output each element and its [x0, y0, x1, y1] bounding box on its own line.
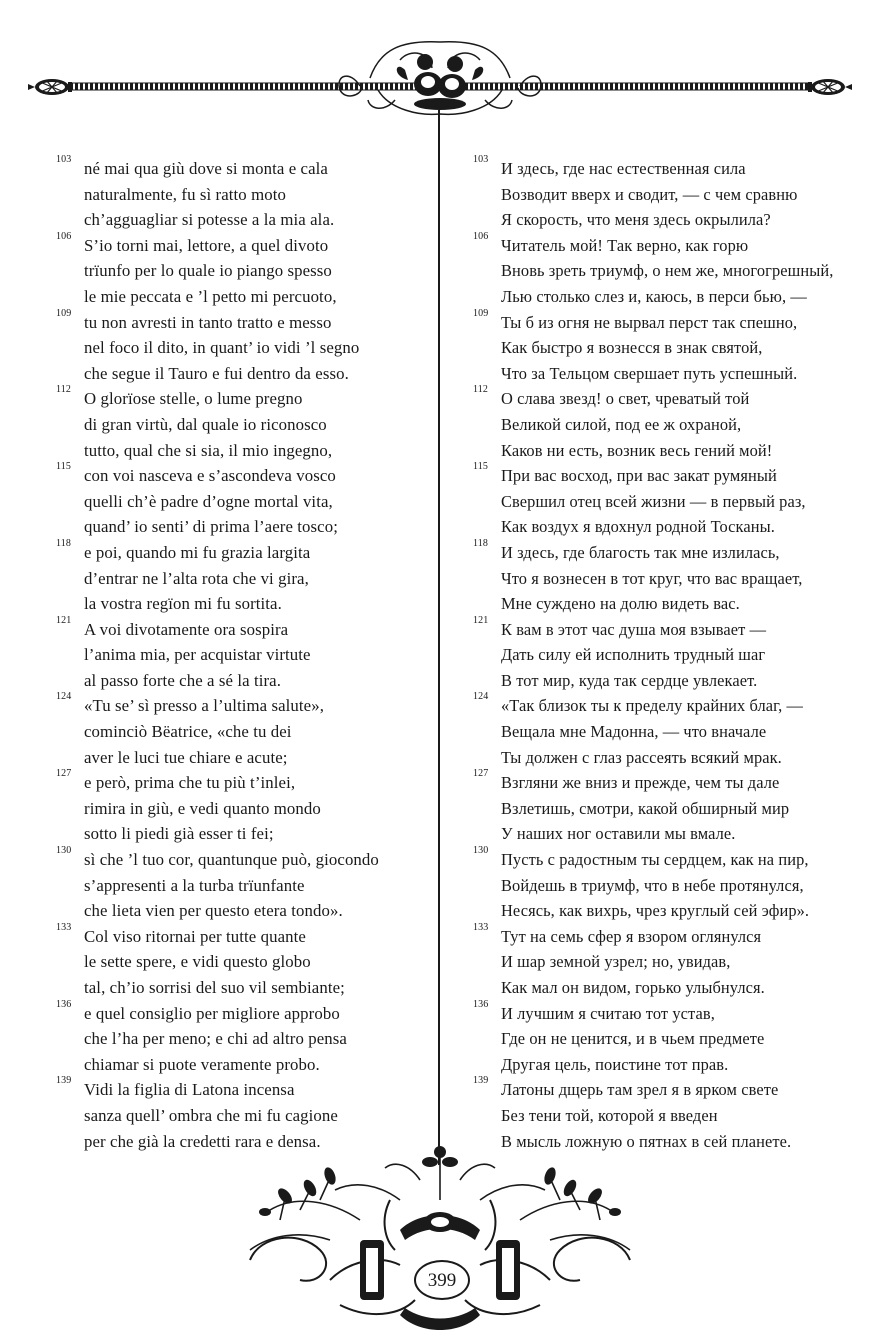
verse-text: e però, prima che tu più t’inlei,: [84, 773, 296, 793]
verse-line: [56, 438, 426, 464]
verse-line: [56, 307, 426, 336]
verse-text: Латоны дщерь там зрел я в ярком свете: [501, 1080, 779, 1100]
left-finial: [28, 79, 72, 95]
verse-text: Возводит вверх и сводит, — с чем сравню: [501, 184, 798, 204]
verse-text: В мысль ложную о пятнах в сей планете.: [501, 1131, 792, 1151]
tercet: [473, 921, 853, 1001]
verse-line: [56, 537, 426, 566]
verse-number: 121: [473, 614, 489, 626]
verse-number: 118: [56, 537, 71, 549]
verse-number: 139: [56, 1075, 72, 1087]
verse-text: e quel consiglio per migliore approbo: [84, 1003, 340, 1023]
verse-number: 124: [56, 691, 72, 703]
verse-text: Взгляни же вниз и прежде, чем ты дале: [501, 773, 780, 793]
verse-text: naturalmente, fu sì ratto moto: [84, 184, 286, 204]
verse-text: cominciò Bëatrice, «che tu dei: [84, 722, 292, 742]
verse-text: Как быстро я вознесся в знак святой,: [501, 338, 763, 358]
verse-line: [56, 642, 426, 668]
verse-number: 112: [473, 384, 488, 396]
verse-text: aver le luci tue chiare e acute;: [84, 747, 288, 767]
cherub-figures: [397, 54, 484, 110]
verse-line: [56, 591, 426, 617]
verse-line: [473, 614, 853, 643]
verse-text: Несясь, как вихрь, чрез круглый сей эфир».: [501, 901, 810, 921]
verse-line: [473, 412, 853, 438]
verse-text: Войдешь в триумф, что в небе протянулся,: [501, 875, 804, 895]
tercet: [473, 847, 853, 924]
verse-text: Что я вознесен в тот круг, что вас вращает,: [501, 568, 803, 588]
verse-text: l’anima mia, per acquistar virtute: [84, 645, 311, 665]
verse-line: [56, 998, 426, 1027]
verse-line: [56, 1077, 426, 1103]
verse-line: [473, 921, 853, 950]
verse-line: [473, 821, 853, 847]
verse-text: sì che ’l tuo cor, quantunque può, giocondo: [84, 850, 379, 870]
verse-line: [473, 873, 853, 899]
verse-number: 115: [473, 461, 488, 473]
verse-line: [473, 537, 853, 566]
tercet: [473, 614, 853, 694]
verse-text: При вас восход, при вас закат румяный: [501, 466, 777, 486]
verse-text: né mai qua giù dove si monta e cala: [84, 159, 328, 178]
verse-line: [473, 591, 853, 617]
verse-number: 139: [473, 1075, 489, 1087]
verse-number: 136: [473, 998, 489, 1010]
verse-text: И лучшим я считаю тот устав,: [501, 1003, 715, 1023]
verse-text: Великой силой, под ее ж охраной,: [501, 414, 742, 434]
verse-line: [473, 182, 853, 208]
verse-text: e poi, quando mi fu grazia largita: [84, 542, 311, 562]
verse-number: 130: [56, 845, 72, 857]
verse-text: Свершил отец всей жизни — в первый раз,: [501, 491, 806, 511]
verse-text: la vostra regïon mi fu sortita.: [84, 594, 282, 614]
tercet: [56, 847, 426, 924]
verse-text: Vidi la figlia di Latona incensa: [84, 1080, 295, 1100]
verse-line: [473, 207, 853, 233]
verse-number: 130: [473, 845, 489, 857]
verse-line: [473, 258, 853, 284]
verse-text: Читатель мой! Так верно, как горю: [501, 235, 749, 255]
verse-number: 106: [473, 230, 489, 242]
verse-text: И здесь, где нас естественная сила: [501, 159, 746, 178]
tercet: [473, 386, 853, 463]
verse-number: 109: [56, 307, 72, 319]
verse-line: [473, 1052, 853, 1078]
verse-line: [473, 693, 853, 719]
verse-number: 133: [56, 921, 72, 933]
center-divider: [438, 110, 440, 1165]
verse-text: Каков ни есть, возник весь гений мой!: [501, 440, 773, 460]
verse-number: 121: [56, 614, 72, 626]
tercet: [56, 693, 426, 770]
verse-line: [56, 898, 426, 924]
verse-line: [56, 156, 426, 182]
verse-text: sotto li piedi già esser ti fei;: [84, 824, 274, 844]
verse-line: [56, 668, 426, 694]
verse-text: rimira in giù, e vedi quanto mondo: [84, 798, 321, 818]
verse-line: [473, 796, 853, 822]
verse-line: [56, 386, 426, 412]
verse-line: [56, 412, 426, 438]
tercet: [56, 770, 426, 847]
top-ornament: [0, 0, 880, 150]
verse-line: [56, 614, 426, 643]
tercet: [473, 463, 853, 540]
verse-text: Что за Тельцом свершает путь успешный.: [501, 363, 798, 383]
verse-line: [473, 949, 853, 975]
verse-text: tal, ch’io sorrisi del suo vil sembiante;: [84, 978, 345, 997]
verse-text: Вещала мне Мадонна, — что вначале: [501, 722, 767, 742]
verse-text: Лью столько слез и, каюсь, в перси бью, —: [501, 286, 807, 306]
verse-line: [56, 847, 426, 873]
verse-number: 106: [56, 230, 72, 242]
tercet: [473, 998, 853, 1078]
tercet: [473, 156, 853, 233]
verse-text: У наших ног оставили мы вмале.: [501, 824, 736, 844]
verse-line: [473, 770, 853, 796]
verse-line: [56, 693, 426, 719]
verse-text: con voi nasceva e s’ascondeva vosco: [84, 466, 336, 486]
verse-text: «Так близок ты к пределу крайних благ, —: [501, 696, 803, 716]
verse-text: Пусть с радостным ты сердцем, как на пир,: [501, 850, 809, 870]
verse-text: d’entrar ne l’alta rota che vi gira,: [84, 568, 309, 588]
verse-line: [473, 642, 853, 668]
verse-number: 103: [473, 154, 489, 165]
verse-line: [56, 1103, 426, 1129]
tercet: [473, 307, 853, 387]
verse-line: [473, 438, 853, 464]
verse-text: di gran virtù, dal quale io riconosco: [84, 414, 327, 434]
verse-number: 127: [56, 768, 72, 780]
verse-text: Дать силу ей исполнить трудный шаг: [501, 645, 766, 665]
tercet: [56, 307, 426, 387]
verse-text: al passo forte che a sé la tira.: [84, 670, 282, 690]
verse-line: [473, 284, 853, 310]
verse-text: tu non avresti in tanto tratto e messo: [84, 312, 332, 332]
verse-number: 103: [56, 154, 72, 165]
verse-line: [56, 335, 426, 361]
verse-line: [56, 719, 426, 745]
verse-text: le sette spere, e vidi questo globo: [84, 952, 311, 972]
verse-text: Я скорость, что меня здесь окрылила?: [501, 210, 771, 230]
verse-line: [473, 335, 853, 361]
verse-line: [473, 156, 853, 182]
verse-line: [56, 361, 426, 387]
verse-line: [473, 514, 853, 540]
verse-text: le mie peccata e ’l petto mi percuoto,: [84, 286, 337, 306]
verse-text: В тот мир, куда так сердце увлекает.: [501, 670, 758, 690]
verse-text: quand’ io senti’ di prima l’aere tosco;: [84, 517, 338, 537]
verse-text: Другая цель, поистине тот прав.: [501, 1054, 729, 1074]
tercet: [473, 770, 853, 847]
verse-line: [473, 998, 853, 1027]
verse-line: [56, 1052, 426, 1078]
verse-line: [473, 307, 853, 336]
verse-text: che lieta vien per questo etera tondo».: [84, 901, 343, 921]
verse-text: Мне суждено на долю видеть вас.: [501, 594, 740, 614]
verse-line: [473, 745, 853, 771]
foliage: [250, 1150, 630, 1250]
verse-text: tutto, qual che si sia, il mio ingegno,: [84, 440, 333, 460]
tercet: [56, 463, 426, 540]
russian-text-column: [473, 156, 853, 1154]
tercet: [473, 537, 853, 617]
verse-text: Вновь зреть триумф, о нем же, многогрешный,: [501, 261, 834, 281]
verse-text: O glorïose stelle, o lume pregno: [84, 389, 303, 409]
verse-number: 136: [56, 998, 72, 1010]
verse-line: [56, 770, 426, 796]
verse-text: Где он не ценится, и в чьем предмете: [501, 1029, 765, 1049]
verse-line: [56, 463, 426, 489]
verse-line: [56, 489, 426, 515]
verse-line: [56, 796, 426, 822]
verse-line: [473, 975, 853, 1001]
verse-text: chiamar si puote veramente probo.: [84, 1054, 320, 1074]
verse-text: s’appresenti a la turba trïunfante: [84, 875, 305, 895]
verse-line: [56, 284, 426, 310]
verse-text: К вам в этот час душа моя взывает —: [501, 619, 767, 639]
verse-number: 115: [56, 461, 71, 473]
verse-text: S’io torni mai, lettore, a quel divoto: [84, 235, 329, 255]
tercet: [56, 386, 426, 463]
verse-text: nel foco il dito, in quant’ io vidi ’l segno: [84, 338, 360, 358]
verse-number: 109: [473, 307, 489, 319]
verse-line: [473, 230, 853, 259]
verse-text: ch’agguagliar si potesse a la mia ala.: [84, 210, 335, 230]
tercet: [56, 156, 426, 233]
verse-line: [56, 207, 426, 233]
verse-line: [56, 821, 426, 847]
verse-line: [56, 182, 426, 208]
verse-text: sanza quell’ ombra che mi fu cagione: [84, 1105, 338, 1125]
verse-line: [473, 847, 853, 873]
verse-line: [56, 258, 426, 284]
verse-text: Как мал он видом, горько улыбнулся.: [501, 978, 765, 997]
verse-line: [473, 1077, 853, 1103]
tercet: [56, 614, 426, 694]
verse-line: [473, 386, 853, 412]
bottom-ornament: [0, 1140, 880, 1341]
tercet: [56, 921, 426, 1001]
verse-line: [56, 230, 426, 259]
verse-line: [473, 719, 853, 745]
verse-text: Ты б из огня не вырвал перст так спешно,: [501, 312, 798, 332]
verse-text: quelli ch’è padre d’ogne mortal vita,: [84, 491, 333, 511]
verse-number: 118: [473, 537, 488, 549]
verse-line: [473, 668, 853, 694]
verse-text: И здесь, где благость так мне излилась,: [501, 542, 780, 562]
verse-text: A voi divotamente ora sospira: [84, 619, 289, 639]
verse-line: [473, 463, 853, 489]
verse-text: «Tu se’ sì presso a l’ultima salute»,: [84, 696, 325, 716]
verse-line: [56, 514, 426, 540]
tercet: [56, 998, 426, 1078]
page-number: 399: [427, 1269, 457, 1291]
verse-line: [56, 566, 426, 592]
verse-text: Ты должен с глаз рассеять всякий мрак.: [501, 747, 782, 767]
verse-text: О слава звезд! о свет, чреватый той: [501, 389, 750, 409]
tercet: [56, 537, 426, 617]
tercet: [56, 230, 426, 310]
right-finial: [808, 79, 852, 95]
verse-line: [473, 1026, 853, 1052]
verse-line: [56, 1026, 426, 1052]
verse-text: che segue il Tauro e fui dentro da esso.: [84, 363, 349, 383]
verse-text: Без тени той, которой я введен: [501, 1105, 718, 1125]
verse-line: [473, 489, 853, 515]
verse-line: [56, 745, 426, 771]
verse-line: [56, 975, 426, 1001]
verse-number: 127: [473, 768, 489, 780]
verse-line: [473, 898, 853, 924]
verse-number: 112: [56, 384, 71, 396]
italian-text-column: [56, 156, 426, 1154]
verse-text: Как воздух я вдохнул родной Тосканы.: [501, 517, 775, 537]
verse-text: trïunfo per lo quale io piango spesso: [84, 261, 332, 281]
verse-line: [56, 873, 426, 899]
tercet: [473, 230, 853, 310]
verse-number: 124: [473, 691, 489, 703]
verse-line: [473, 566, 853, 592]
verse-line: [473, 1103, 853, 1129]
verse-text: Col viso ritornai per tutte quante: [84, 926, 306, 946]
tercet: [473, 693, 853, 770]
verse-line: [56, 949, 426, 975]
verse-line: [473, 361, 853, 387]
verse-text: per che già la credetti rara e densa.: [84, 1131, 321, 1151]
verse-text: И шар земной узрел; но, увидав,: [501, 952, 731, 972]
page-number-medallion: [414, 1260, 470, 1300]
verse-line: [56, 921, 426, 950]
verse-text: Тут на семь сфер я взором оглянулся: [501, 926, 762, 946]
verse-number: 133: [473, 921, 489, 933]
verse-text: Взлетишь, смотри, какой обширный мир: [501, 798, 790, 818]
verse-text: che l’ha per meno; e chi ad altro pensa: [84, 1029, 347, 1049]
